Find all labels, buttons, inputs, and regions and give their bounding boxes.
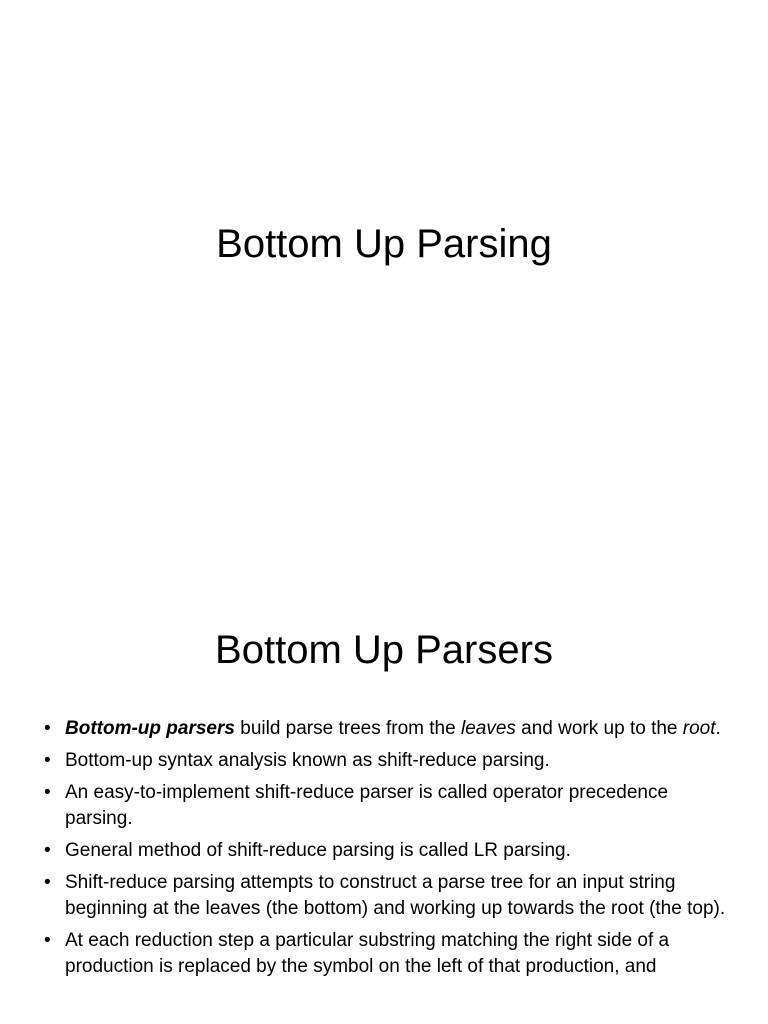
bullet-dot-icon: • — [44, 872, 51, 893]
bullet-6-text: At each reduction step a particular substring matching the right side of a production is replaced by the symbol on the left of that production, and — [65, 930, 670, 977]
bullet-1-text-a: build parse trees from the — [234, 718, 461, 739]
bullet-1-text-b: and work up to the — [515, 718, 683, 739]
bullet-1-italic-root: root — [682, 718, 716, 739]
bullet-1-italic-leaves: leaves — [460, 718, 516, 739]
bullet-item-4 — [44, 838, 734, 864]
bullet-dot-icon: • — [44, 840, 51, 861]
bullet-5-text: Shift-reduce parsing attempts to construct a parse tree for an input string beginning at the leaves (the bottom) and working up towards the root (the top). — [65, 872, 726, 919]
bullet-1-text-c: . — [715, 718, 721, 739]
slide-2-title: Bottom Up Parsers — [215, 628, 553, 672]
bullet-item-6 — [44, 928, 734, 980]
bullet-item-1 — [44, 716, 734, 742]
bullet-dot-icon: • — [44, 782, 51, 803]
slide-2 — [0, 576, 768, 1024]
bullet-item-5 — [44, 870, 734, 922]
bullet-dot-icon: • — [44, 930, 51, 951]
bullet-1-bold-term: Bottom-up parsers — [65, 718, 235, 739]
bullet-dot-icon: • — [44, 718, 51, 739]
slide-1-title: Bottom Up Parsing — [216, 222, 552, 266]
bullet-dot-icon: • — [44, 750, 51, 771]
bullet-item-3 — [44, 780, 734, 832]
bullet-item-2 — [44, 748, 734, 774]
bullet-4-text: General method of shift-reduce parsing is called LR parsing. — [65, 840, 571, 861]
bullet-list — [44, 716, 734, 986]
bullet-2-text: Bottom-up syntax analysis known as shift-reduce parsing. — [65, 750, 550, 771]
bullet-3-text: An easy-to-implement shift-reduce parser is called operator precedence parsing. — [65, 782, 669, 829]
